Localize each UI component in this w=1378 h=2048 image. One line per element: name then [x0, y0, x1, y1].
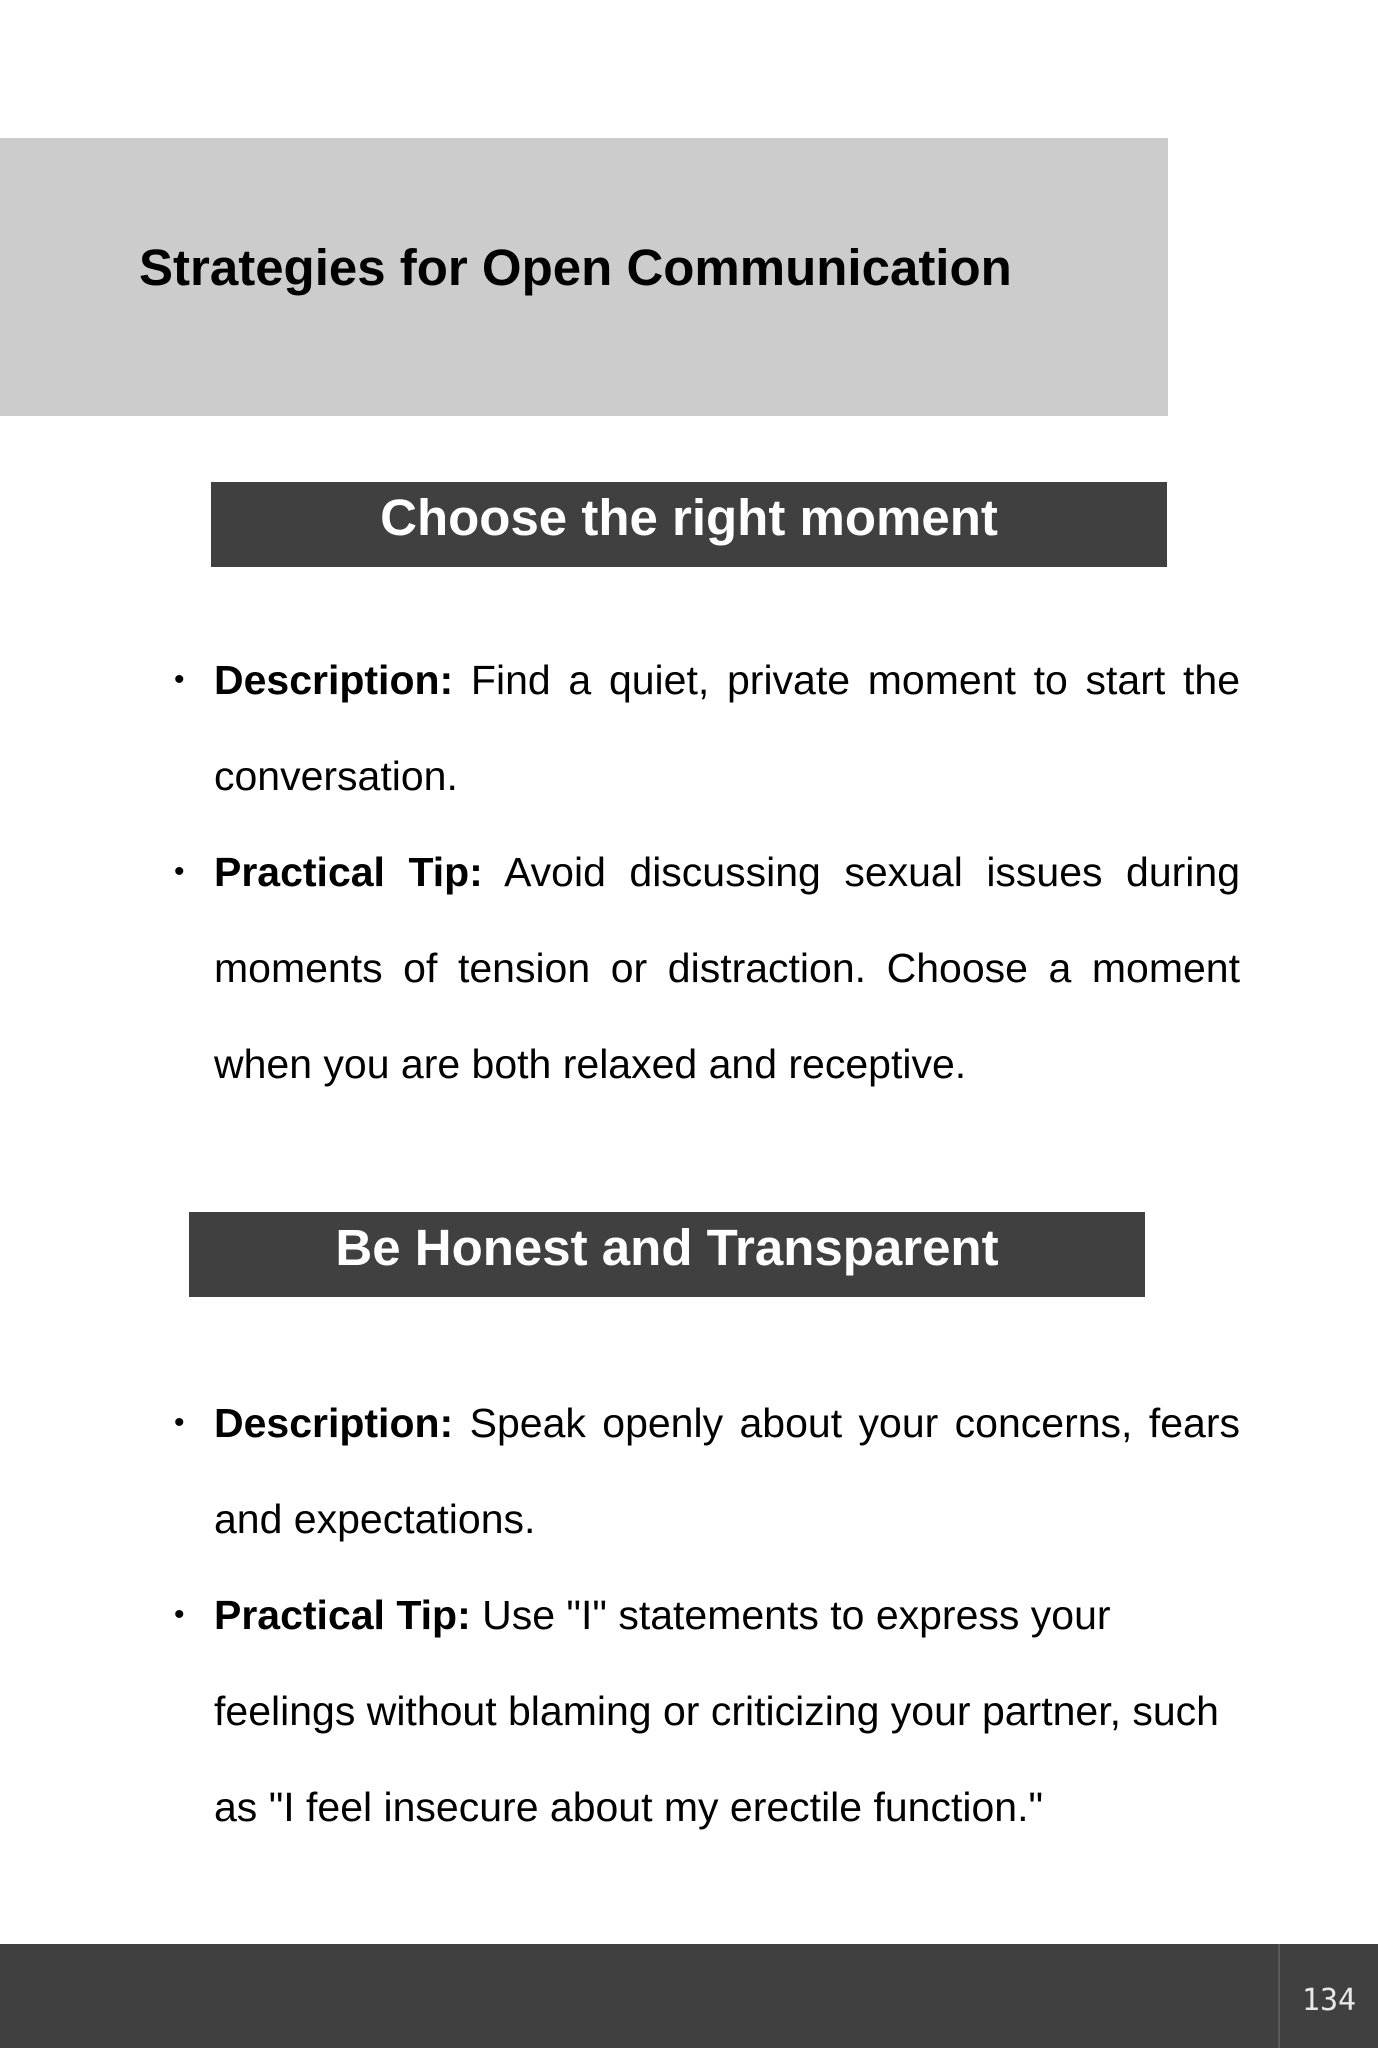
- item-text: Use "I" statements to express your feelings without blaming or criticizing your partner, such as "I feel insecure about my erectile function.": [214, 1592, 1219, 1830]
- section-2-list: [214, 1375, 1240, 1855]
- footer-bar: [0, 1944, 1378, 2048]
- item-label: Practical Tip:: [214, 1592, 471, 1638]
- section-heading-be-honest: Be Honest and Transparent: [189, 1212, 1145, 1297]
- list-item: [214, 1567, 1240, 1855]
- item-text: Avoid discussing sexual issues during moments of tension or distraction. Choose a moment when you are both relaxed and receptive.: [214, 849, 1241, 1087]
- item-label: Description:: [214, 1400, 454, 1446]
- item-text: Find a quiet, private moment to start the conversation.: [214, 657, 1240, 799]
- list-item: [214, 824, 1240, 1112]
- item-text: Speak openly about your concerns, fears and expectations.: [214, 1400, 1240, 1542]
- section-1-list: [214, 632, 1240, 1112]
- item-label: Practical Tip:: [214, 849, 483, 895]
- list-item: [214, 1375, 1240, 1567]
- page-number: 134: [1278, 1944, 1378, 2048]
- list-item: [214, 632, 1240, 824]
- page-title: Strategies for Open Communication: [139, 239, 1012, 296]
- section-heading-choose-moment: Choose the right moment: [211, 482, 1167, 567]
- item-label: Description:: [214, 657, 454, 703]
